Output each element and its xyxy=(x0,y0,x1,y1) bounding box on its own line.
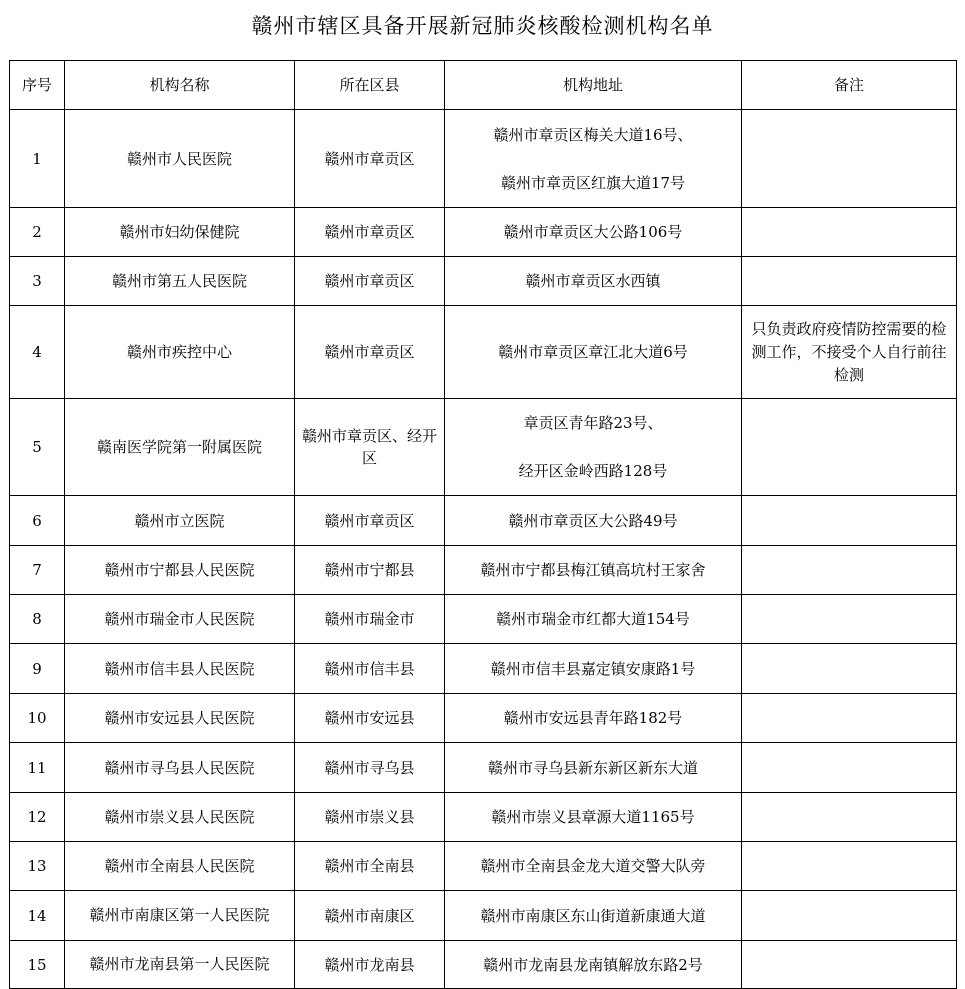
cell-remark xyxy=(742,694,957,743)
address-line: 赣州市崇义县章源大道1165号 xyxy=(491,808,695,826)
cell-district: 赣州市章贡区 xyxy=(295,496,445,546)
cell-seq: 1 xyxy=(10,110,65,208)
address-line: 经开区金岭西路128号 xyxy=(518,462,668,480)
cell-name: 赣南医学院第一附属医院 xyxy=(65,399,295,496)
cell-district: 赣州市信丰县 xyxy=(295,644,445,694)
cell-address xyxy=(445,793,742,842)
cell-name: 赣州市疾控中心 xyxy=(65,306,295,399)
cell-name: 赣州市龙南县第一人民医院 xyxy=(65,941,295,989)
cell-seq: 11 xyxy=(10,743,65,793)
cell-seq: 2 xyxy=(10,208,65,257)
cell-address xyxy=(445,595,742,644)
cell-remark xyxy=(742,644,957,694)
address-line: 赣州市南康区东山街道新康通大道 xyxy=(480,906,706,925)
cell-district: 赣州市寻乌县 xyxy=(295,743,445,793)
table-row xyxy=(10,546,957,595)
table-row xyxy=(10,891,957,941)
cell-remark xyxy=(742,842,957,891)
cell-seq: 5 xyxy=(10,399,65,496)
table-row xyxy=(10,110,957,208)
cell-remark xyxy=(742,496,957,546)
cell-address xyxy=(445,546,742,595)
cell-name: 赣州市崇义县人民医院 xyxy=(65,793,295,842)
cell-remark xyxy=(742,399,957,496)
cell-address xyxy=(445,399,742,496)
cell-seq: 7 xyxy=(10,546,65,595)
cell-address xyxy=(445,743,742,793)
cell-district: 赣州市龙南县 xyxy=(295,941,445,989)
address-line: 赣州市寻乌县新东新区新东大道 xyxy=(487,758,698,777)
cell-seq: 15 xyxy=(10,941,65,989)
cell-district: 赣州市章贡区 xyxy=(295,110,445,208)
cell-remark xyxy=(742,891,957,941)
table-row xyxy=(10,743,957,793)
cell-name: 赣州市第五人民医院 xyxy=(65,257,295,306)
cell-district: 赣州市南康区 xyxy=(295,891,445,941)
cell-district: 赣州市章贡区 xyxy=(295,306,445,399)
cell-name: 赣州市瑞金市人民医院 xyxy=(65,595,295,644)
address-line: 赣州市宁都县梅江镇高坑村王家舍 xyxy=(480,561,706,579)
header-name: 机构名称 xyxy=(65,61,295,110)
table-row xyxy=(10,208,957,257)
cell-name: 赣州市宁都县人民医院 xyxy=(65,546,295,595)
cell-remark xyxy=(742,257,957,306)
cell-address xyxy=(445,694,742,743)
table-header-row xyxy=(10,61,957,110)
cell-seq: 3 xyxy=(10,257,65,306)
cell-address xyxy=(445,891,742,941)
cell-seq: 14 xyxy=(10,891,65,941)
table-row xyxy=(10,644,957,694)
cell-address xyxy=(445,644,742,694)
header-address: 机构地址 xyxy=(445,61,742,110)
address-line: 赣州市章贡区水西镇 xyxy=(525,272,661,290)
address-line: 赣州市龙南县龙南镇解放东路2号 xyxy=(483,955,703,974)
table-row xyxy=(10,842,957,891)
address-line: 赣州市安远县青年路182号 xyxy=(503,709,683,727)
cell-remark xyxy=(742,595,957,644)
cell-name: 赣州市妇幼保健院 xyxy=(65,208,295,257)
cell-district: 赣州市瑞金市 xyxy=(295,595,445,644)
cell-address xyxy=(445,306,742,399)
address-line: 赣州市信丰县嘉定镇安康路1号 xyxy=(490,659,696,678)
address-line: 赣州市章贡区章江北大道6号 xyxy=(498,343,688,361)
address-line: 赣州市章贡区大公路106号 xyxy=(503,223,683,241)
cell-address xyxy=(445,496,742,546)
cell-address xyxy=(445,208,742,257)
cell-name: 赣州市安远县人民医院 xyxy=(65,694,295,743)
address-line: 赣州市全南县金龙大道交警大队旁 xyxy=(480,857,706,875)
cell-district: 赣州市全南县 xyxy=(295,842,445,891)
header-seq: 序号 xyxy=(10,61,65,110)
address-line: 赣州市瑞金市红都大道154号 xyxy=(496,610,690,628)
cell-name: 赣州市人民医院 xyxy=(65,110,295,208)
cell-seq: 13 xyxy=(10,842,65,891)
cell-seq: 10 xyxy=(10,694,65,743)
cell-name: 赣州市全南县人民医院 xyxy=(65,842,295,891)
cell-address xyxy=(445,257,742,306)
table-row xyxy=(10,257,957,306)
address-line: 章贡区青年路23号、 xyxy=(523,414,663,432)
cell-remark xyxy=(742,793,957,842)
cell-address xyxy=(445,110,742,208)
cell-remark xyxy=(742,743,957,793)
header-district: 所在区县 xyxy=(295,61,445,110)
cell-remark xyxy=(742,941,957,989)
address-line: 赣州市章贡区梅关大道16号、 xyxy=(493,125,693,144)
header-remark: 备注 xyxy=(742,61,957,110)
cell-district: 赣州市章贡区、经开区 xyxy=(295,399,445,496)
cell-seq: 12 xyxy=(10,793,65,842)
cell-name: 赣州市信丰县人民医院 xyxy=(65,644,295,694)
cell-district: 赣州市安远县 xyxy=(295,694,445,743)
address-line: 赣州市章贡区大公路49号 xyxy=(508,511,678,530)
cell-district: 赣州市宁都县 xyxy=(295,546,445,595)
table-row xyxy=(10,496,957,546)
cell-seq: 8 xyxy=(10,595,65,644)
cell-address xyxy=(445,842,742,891)
page-title: 赣州市辖区具备开展新冠肺炎核酸检测机构名单 xyxy=(251,14,714,38)
cell-remark: 只负责政府疫情防控需要的检测工作，不接受个人自行前往检测 xyxy=(742,306,957,399)
table-row xyxy=(10,793,957,842)
table-row xyxy=(10,941,957,989)
cell-name: 赣州市寻乌县人民医院 xyxy=(65,743,295,793)
table-row xyxy=(10,399,957,496)
table-row xyxy=(10,306,957,399)
cell-district: 赣州市章贡区 xyxy=(295,257,445,306)
cell-seq: 9 xyxy=(10,644,65,694)
cell-seq: 4 xyxy=(10,306,65,399)
address-line: 赣州市章贡区红旗大道17号 xyxy=(500,173,686,192)
cell-name: 赣州市立医院 xyxy=(65,496,295,546)
institution-table xyxy=(9,60,957,989)
table-body xyxy=(10,110,957,989)
cell-district: 赣州市崇义县 xyxy=(295,793,445,842)
cell-remark xyxy=(742,546,957,595)
cell-district: 赣州市章贡区 xyxy=(295,208,445,257)
table-row xyxy=(10,694,957,743)
cell-address xyxy=(445,941,742,989)
table-row xyxy=(10,595,957,644)
cell-remark xyxy=(742,110,957,208)
cell-name: 赣州市南康区第一人民医院 xyxy=(65,891,295,941)
cell-seq: 6 xyxy=(10,496,65,546)
cell-remark xyxy=(742,208,957,257)
